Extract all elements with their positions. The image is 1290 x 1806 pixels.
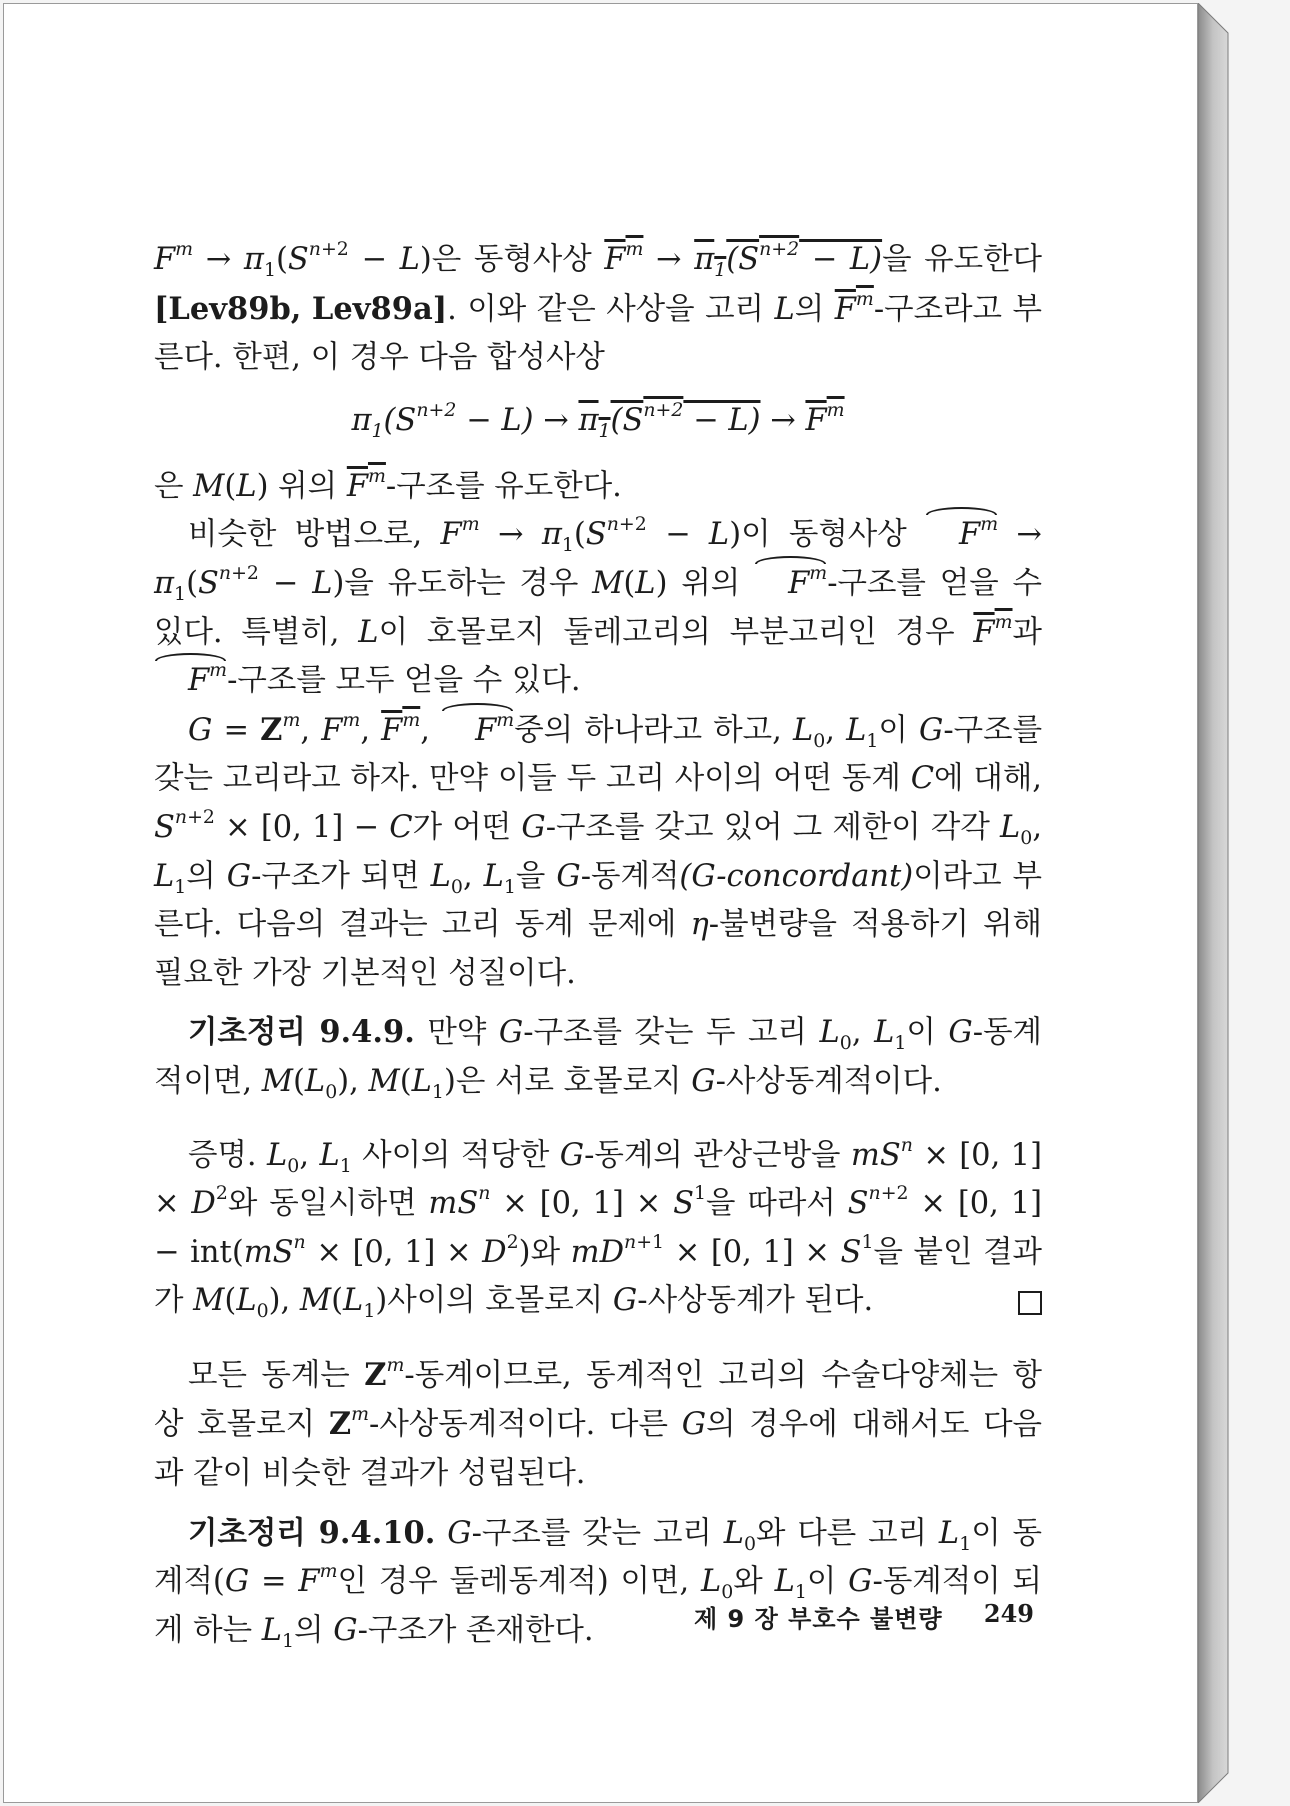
theorem-label: 기초정리 9.4.9.: [188, 1014, 415, 1051]
citation: [Lev89b,: [154, 290, 302, 327]
citation: Lev89a]: [311, 290, 448, 327]
paragraph-1: $F^m \to \pi_1(S^{n+2} - L)$은 동형사상 $F^m \to \pi_1(S^{n+2} - L)$을 유도한다 [Lev89b, Lev89a]. 이와 같은 사상을 고리 L의 $F^m-$구조라고 부른다. 한편, 이 경우 다음 합성사상: [154, 238, 1042, 376]
qed-box-icon: [1018, 1291, 1042, 1315]
paragraph-4: $G = Z^m$, $F^m$, $F^m$, $F^m$중의 하나라고 하고, $L_0$, $L_1$이 G-구조를 갖는 고리라고 하자. 만약 이들 두 고리 사이의 어떤 동계 C에 대해, $S^{n+2} \times [0$, 1] − C가 어떤 G-구조를 갖고 있어 그 제한이 각각 $L_0$, $L_1$의 G-구조가 되면 $L_0$, $L_1$을 G-동계적(G-concordant)이라고 부른다. 다음의 결과는 고리 동계 문제에 η-불변량을 적용하기 위해 필요한 가장 기본적인 성질이다.: [154, 706, 1042, 999]
book-spine-edge: [1198, 3, 1246, 1803]
page-footer: [694, 1599, 1034, 1634]
paragraph-2: 은 M(L) 위의 $F^m-$구조를 유도한다.: [154, 464, 622, 504]
proof: 증명. $L_0$, $L_1$ 사이의 적당한 G-동계의 관상근방을 $mS^n \times [0$, $1] \times D^2$와 동일시하면 $mS^n \times [0$, $1] \times S^1$을 따라서 $S^{n+2} \times [0$, $1] - int(mS^n \times [0$, $1] \times D^2$)와 $mD^{n+1} \times [0$, $1] \times S^1$을 붙인 결과가 $M(L_0)$, $M(L_1)$사이의 호몰로지 G-사상동계가 된다.: [154, 1133, 1042, 1323]
book-page: [3, 3, 1198, 1803]
paragraph-3: 비슷한 방법으로, $F^m \to \pi_1(S^{n+2} - L)$이 동형사상 $F^m \to \pi_1(S^{n+2} - L)$을 유도하는 경우 M(L) 위의 $F^m-$구조를 얻을 수 있다. 특별히, L이 호몰로지 둘레고리의 부분고리인 경우 $F^m$과 $F^m-$구조를 모두 얻을 수 있다.: [154, 511, 1042, 705]
theorem-label: 기초정리 9.4.10.: [188, 1514, 436, 1551]
page-body: [154, 236, 1042, 1655]
paragraph-5: 모든 동계는 $Z^m-$동계이므로, 동계적인 고리의 수술다양체는 항상 호몰로지 $Z^m-$사상동계적이다. 다른 G의 경우에 대해서도 다음과 같이 비슷한 결과가 성립된다.: [154, 1353, 1042, 1492]
display-equation: $\pi_1(S^{n+2} - L) \to \pi_1(S^{n+2} - L) \to F^m$: [351, 398, 845, 442]
page-number: 249: [983, 1599, 1034, 1628]
proof-label: 증명.: [188, 1137, 257, 1173]
chapter-title: 제 9 장 부호수 불변량: [694, 1605, 943, 1633]
theorem-9-4-9: 기초정리 9.4.9. 만약 G-구조를 갖는 두 고리 $L_0$, $L_1$이 G-동계적이면, $M(L_0)$, $M(L_1)$은 서로 호몰로지 G-사상동계적이다.: [154, 1014, 1042, 1103]
theorem-9-4-10: 기초정리 9.4.10. G-구조를 갖는 고리 $L_0$와 다른 고리 $L_1$이 동계적($G = F^m$인 경우 둘레동계적) 이면, $L_0$와 $L_1$이 G-동계적이 되게 하는 $L_1$의 G-구조가 존재한다.: [154, 1514, 1042, 1652]
